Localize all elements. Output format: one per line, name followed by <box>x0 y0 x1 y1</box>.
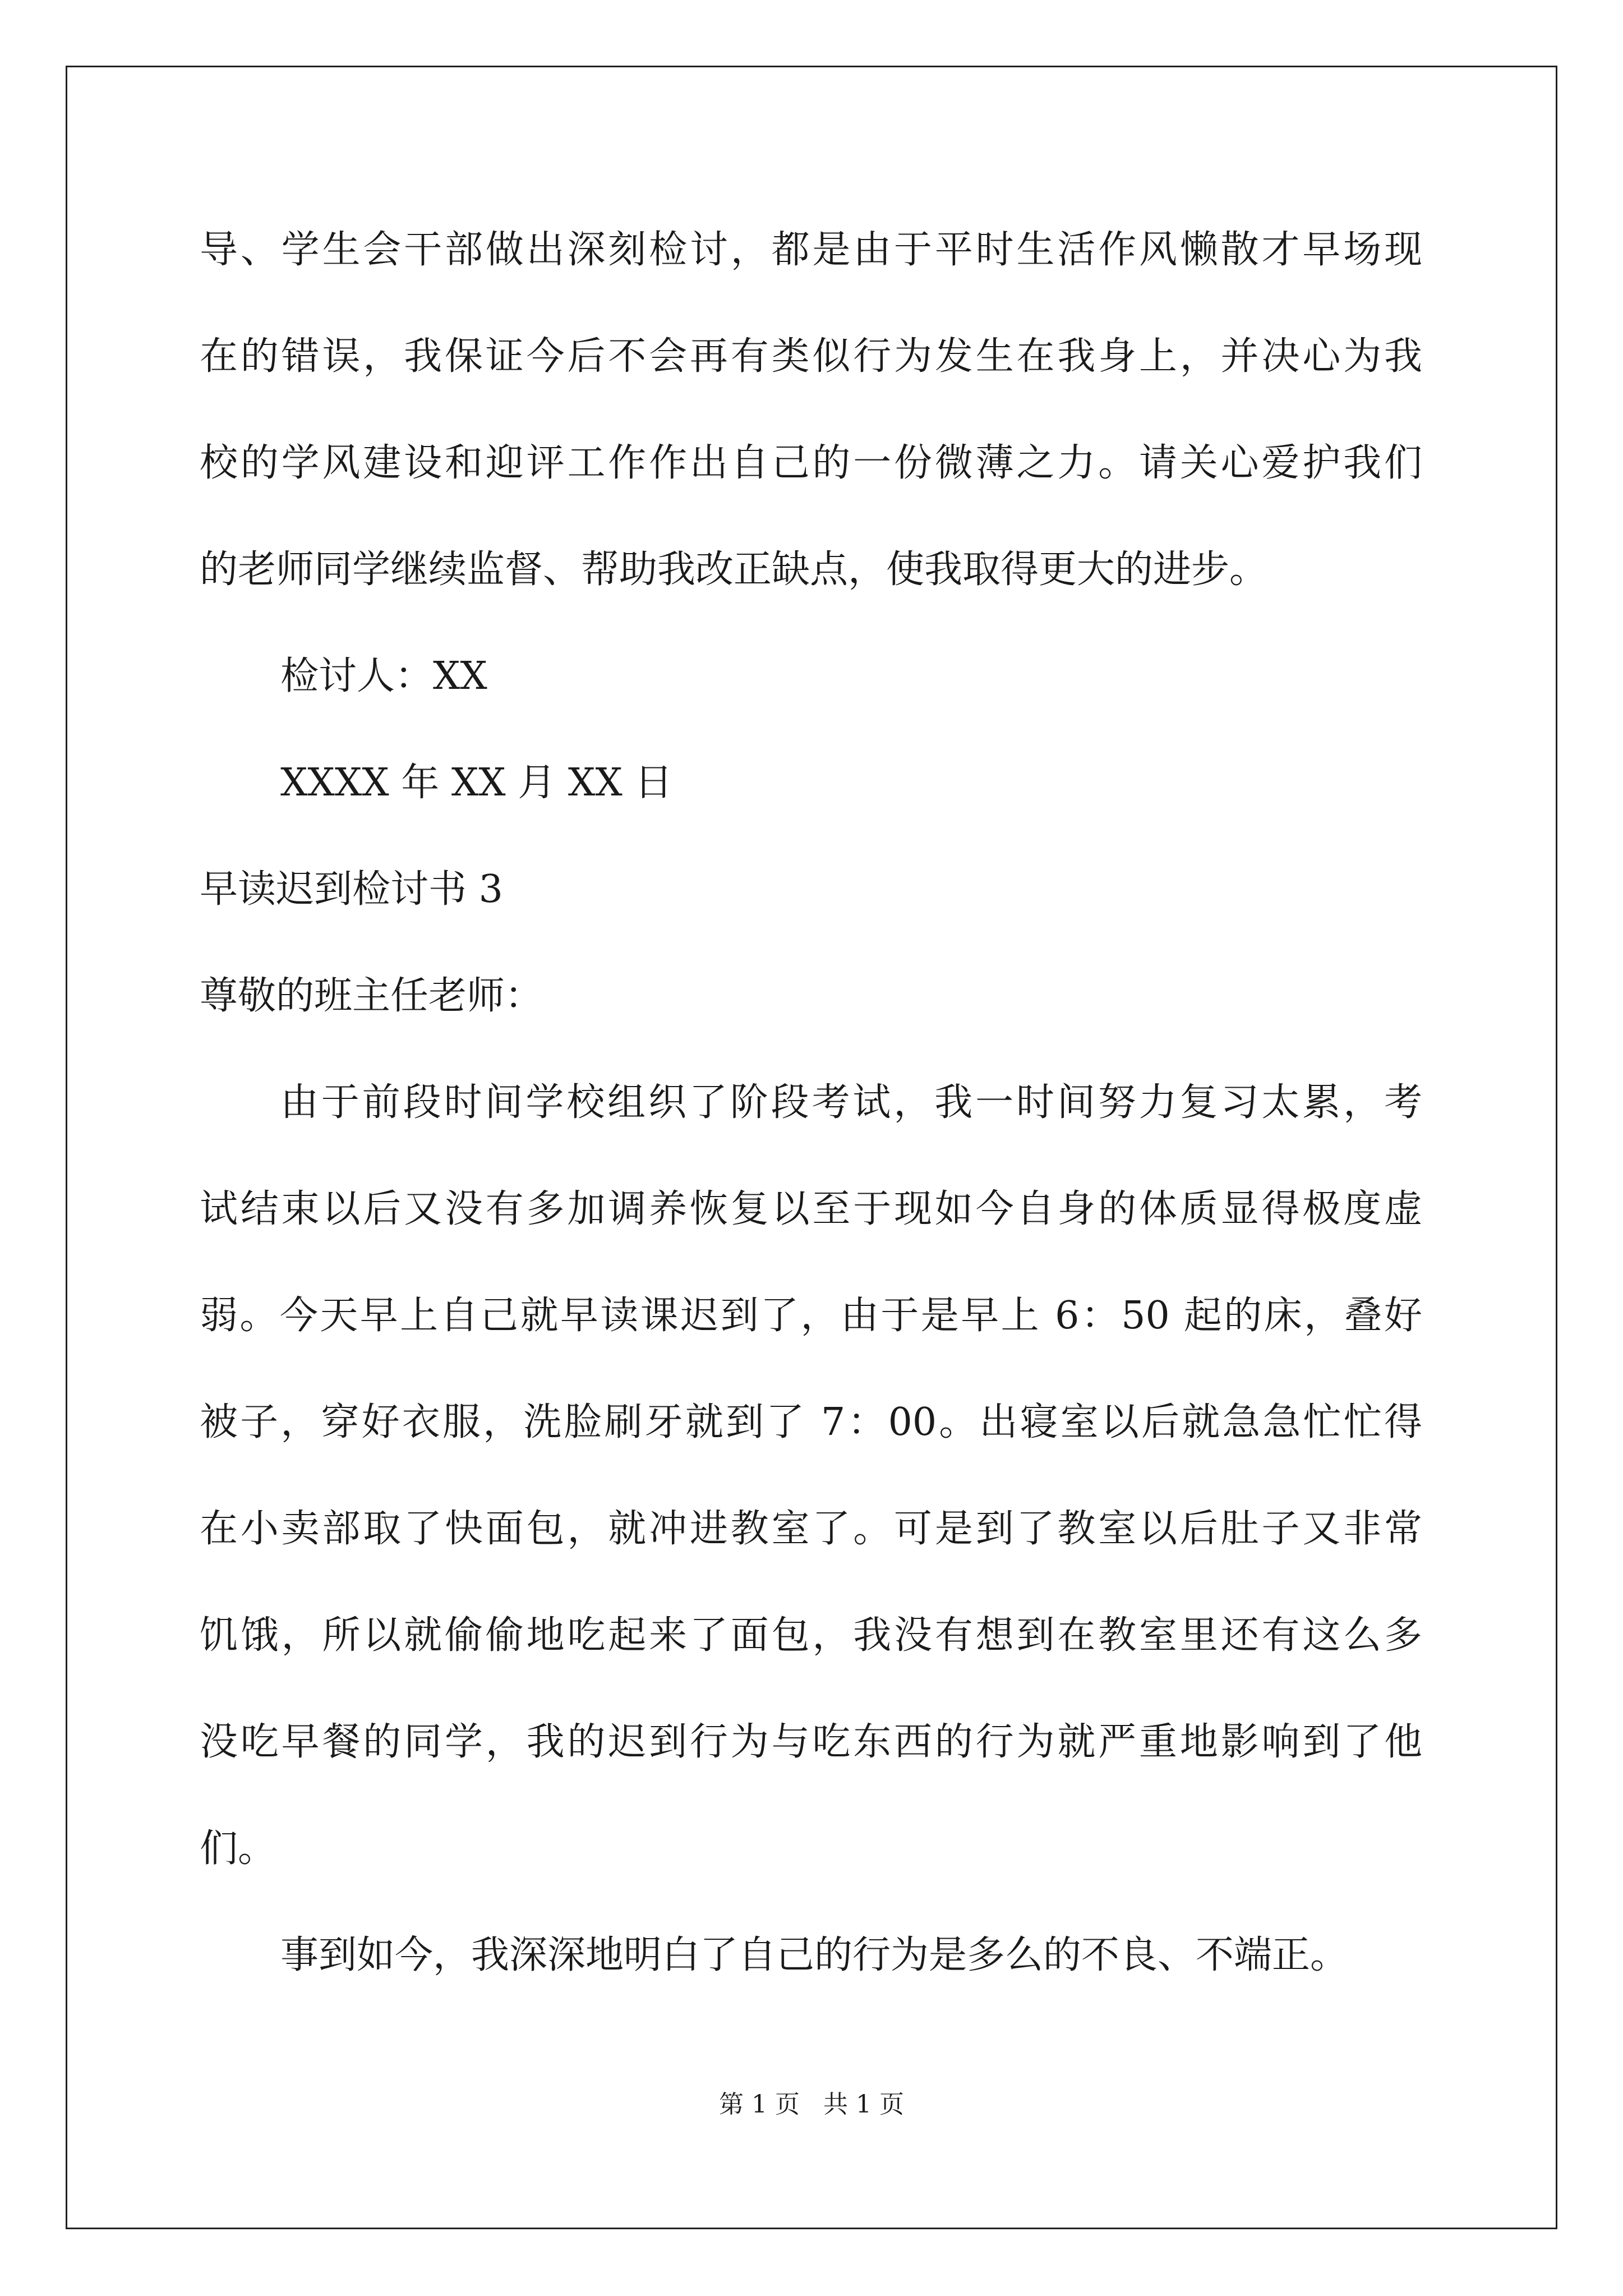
section-title: 早读迟到检讨书 3 <box>200 867 503 912</box>
paragraph-line: 饥饿，所以就偷偷地吃起来了面包，我没有想到在教室里还有这么多 <box>200 1613 1422 1658</box>
paragraph-line: 校的学风建设和迎评工作作出自己的一份微薄之力。请关心爱护我们 <box>200 441 1422 485</box>
signature-line: 检讨人：XX <box>280 654 487 698</box>
paragraph-line: 们。 <box>200 1826 276 1871</box>
page-footer: 第 1 页 共 1 页 <box>719 2090 904 2119</box>
salutation: 尊敬的班主任老师： <box>200 974 543 1018</box>
paragraph-line: 试结束以后又没有多加调养恢复以至于现如今自身的体质显得极度虚 <box>200 1187 1422 1231</box>
paragraph-line: 由于前段时间学校组织了阶段考试，我一时间努力复习太累，考 <box>280 1080 1422 1125</box>
date-line: XXXX 年 XX 月 XX 日 <box>280 761 673 805</box>
paragraph-line: 的老师同学继续监督、帮助我改正缺点，使我取得更大的进步。 <box>200 547 1268 592</box>
paragraph-line: 导、学生会干部做出深刻检讨，都是由于平时生活作风懒散才早场现 <box>200 228 1422 272</box>
paragraph-line: 事到如今，我深深地明白了自己的行为是多么的不良、不端正。 <box>280 1933 1349 1977</box>
paragraph-line: 在的错误，我保证今后不会再有类似行为发生在我身上，并决心为我 <box>200 334 1422 379</box>
paragraph-line: 没吃早餐的同学，我的迟到行为与吃东西的行为就严重地影响到了他 <box>200 1720 1422 1764</box>
paragraph-line: 被子，穿好衣服，洗脸刷牙就到了 7：00。出寝室以后就急急忙忙得 <box>200 1400 1422 1444</box>
paragraph-line: 弱。今天早上自己就早读课迟到了，由于是早上 6：50 起的床，叠好 <box>200 1294 1422 1338</box>
page-border <box>66 66 1557 2229</box>
paragraph-line: 在小卖部取了快面包，就冲进教室了。可是到了教室以后肚子又非常 <box>200 1507 1422 1551</box>
